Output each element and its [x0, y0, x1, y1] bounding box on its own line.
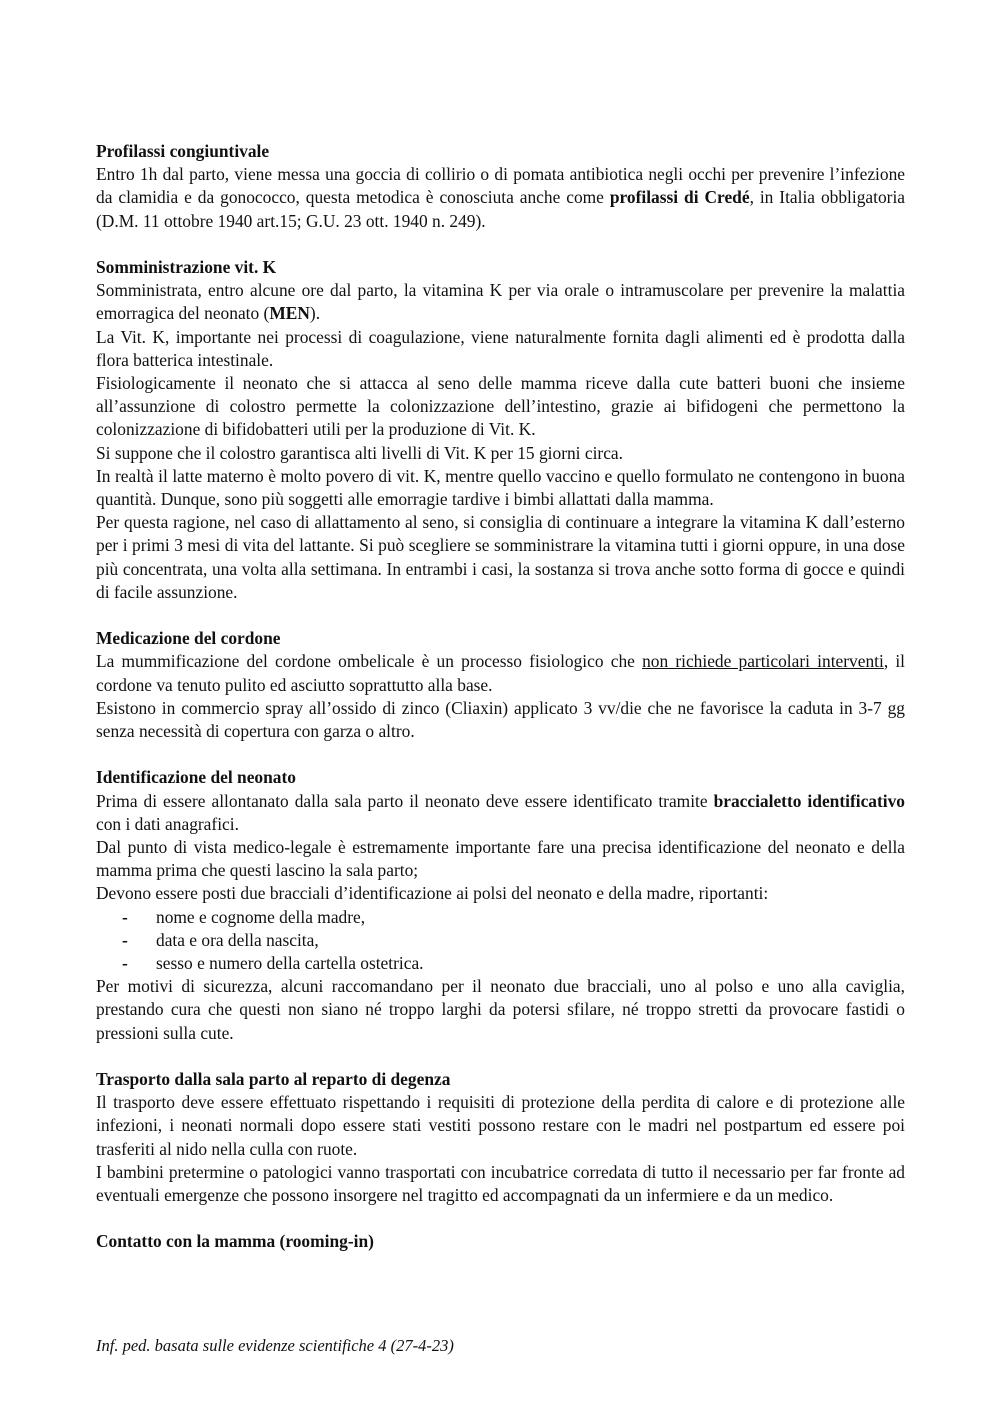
- dash-list: [96, 906, 905, 976]
- paragraph: Per motivi di sicurezza, alcuni raccomandano per il neonato due bracciali, uno al polso e uno alla caviglia, prestando cura che questi non siano né troppo larghi da potersi sfilare, né troppo stretti da provocare fastidi o pressioni sulla cute.: [96, 976, 905, 1043]
- paragraph: [96, 650, 905, 696]
- text-run: , in Italia obbligatoria (D.M. 11 ottobre 1940 art.15; G.U. 23 ott. 1940 n. 249).: [96, 187, 905, 231]
- paragraph: [96, 790, 905, 836]
- text-run: Prima di essere allontanato dalla sala parto il neonato deve essere identificato tramite: [96, 790, 714, 811]
- section-heading: Somministrazione vit. K: [96, 257, 277, 277]
- bold-term: MEN: [269, 303, 310, 324]
- page-footer: Inf. ped. basata sulle evidenze scientifiche 4 (27-4-23): [96, 1336, 454, 1355]
- paragraph: Per questa ragione, nel caso di allattamento al seno, si consiglia di continuare a integrare la vitamina K dall’esterno per i primi 3 mesi di vita del lattante. Si può scegliere se somministrare la vitamina tutti i giorni oppure, in una dose più concentrata, una volta alla settimana. In entrambi i casi, la sostanza si trova anche sotto forma di gocce e quindi di facile assunzione.: [96, 512, 905, 602]
- document-body: [96, 140, 905, 1277]
- section-heading: Contatto con la mamma (rooming-in): [96, 1231, 374, 1252]
- paragraph: Devono essere posti due bracciali d’identificazione ai polsi del neonato e della madre, riportanti:: [96, 883, 769, 904]
- section-heading: Trasporto dalla sala parto al reparto di degenza: [96, 1069, 451, 1090]
- section-identificazione-neonato: [96, 766, 905, 1044]
- text-run: La mummificazione del cordone ombelicale è un processo fisiologico che: [96, 651, 643, 672]
- text-run: ).: [309, 303, 321, 324]
- paragraph: [96, 279, 905, 325]
- list-item: - nome e cognome della madre,: [122, 906, 905, 929]
- list-item: - sesso e numero della cartella ostetrica.: [122, 952, 905, 975]
- text-run: Entro 1h dal parto, viene messa una goccia di collirio o di pomata antibiotica negli occhi per prevenire l’infezione da clamidia e da gonococco, questa metodica è conosciuta anche come: [96, 164, 905, 208]
- paragraph: [96, 163, 905, 233]
- paragraph: Esistono in commercio spray all’ossido di zinco (Cliaxin) applicato 3 vv/die che ne favorisce la caduta in 3-7 gg senza necessità di copertura con garza o altro.: [96, 697, 905, 742]
- text-run: con i dati anagrafici.: [96, 813, 239, 834]
- section-somministrazione-vit-k: [96, 256, 905, 604]
- text-run: Somministrata, entro alcune ore dal parto, la vitamina K per via orale o intramuscolare per prevenire la malattia emorragica del neonato (: [96, 280, 905, 324]
- paragraph: Il trasporto deve essere effettuato rispettando i requisiti di protezione della perdita di calore e di protezione alle infezioni, i neonati normali dopo essere stati vestiti possono restare con le madri nel postpartum ed essere poi trasferiti al nido nella culla con ruote.: [96, 1092, 905, 1159]
- section-trasporto: [96, 1068, 905, 1207]
- bold-term: profilassi di Credé: [609, 187, 750, 208]
- section-profilassi-congiuntivale: [96, 140, 905, 233]
- bold-term: braccialetto identificativo: [713, 790, 906, 811]
- list-item: - data e ora della nascita,: [122, 929, 905, 952]
- text-run: , il cordone va tenuto pulito ed asciutto soprattutto alla base.: [96, 651, 906, 695]
- section-heading: Identificazione del neonato: [96, 767, 296, 788]
- section-heading: Medicazione del cordone: [96, 628, 281, 649]
- paragraph: I bambini pretermine o patologici vanno trasportati con incubatrice corredata di tutto il necessario per far fronte ad eventuali emergenze che possono insorgere nel tragitto ed accompagnati da un infermiere e da un medico.: [96, 1161, 905, 1206]
- paragraph: In realtà il latte materno è molto povero di vit. K, mentre quello vaccino e quello formulato ne contengono in buona quantità. Dunque, sono più soggetti alle emorragie tardive i bimbi allattati dalla mamma.: [96, 465, 905, 510]
- section-heading: Profilassi congiuntivale: [96, 141, 270, 161]
- paragraph: Fisiologicamente il neonato che si attacca al seno delle mamma riceve dalla cute batteri buoni che insieme all’assunzione di colostro permette la colonizzazione dell’intestino, grazie ai bifidogeni che permettono la colonizzazione di bifidobatteri utili per la produzione di Vit. K.: [96, 373, 905, 440]
- paragraph: La Vit. K, importante nei processi di coagulazione, viene naturalmente fornita dagli alimenti ed è prodotta dalla flora batterica intestinale.: [96, 326, 905, 370]
- section-medicazione-cordone: [96, 627, 905, 743]
- paragraph: Si suppone che il colostro garantisca alti livelli di Vit. K per 15 giorni circa.: [96, 442, 623, 463]
- underlined-text: non richiede particolari interventi: [642, 651, 884, 672]
- section-contatto-mamma: [96, 1230, 905, 1253]
- paragraph: Dal punto di vista medico-legale è estremamente importante fare una precisa identificazione del neonato e della mamma prima che questi lascino la sala parto;: [96, 837, 905, 881]
